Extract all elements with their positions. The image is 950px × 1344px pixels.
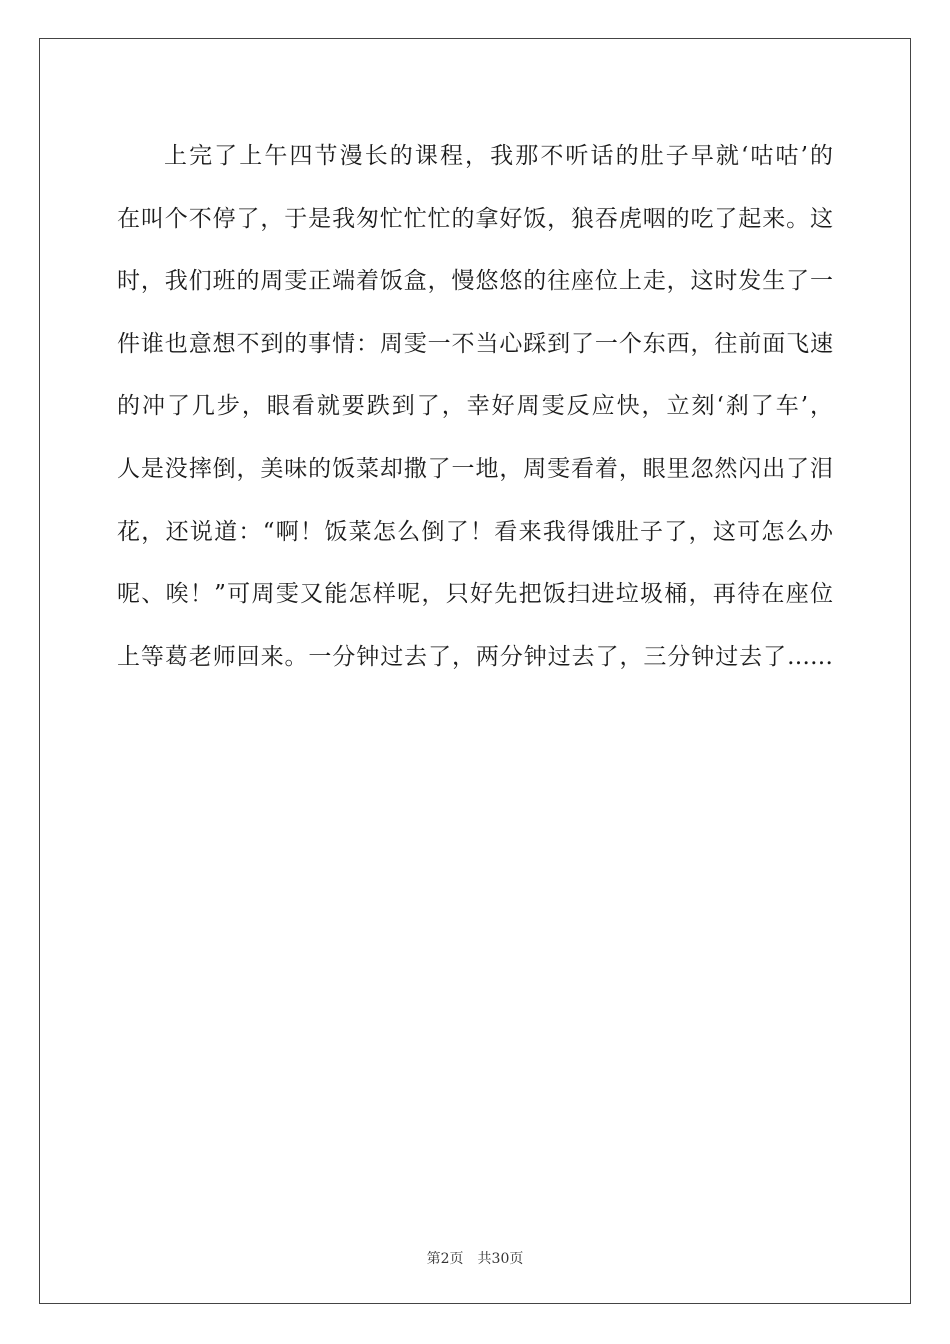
paragraph-line: 时，我们班的周雯正端着饭盒，慢悠悠的往座位上走，这时发生了一 bbox=[117, 268, 833, 295]
paragraph-line: 的冲了几步，眼看就要跌到了，幸好周雯反应快，立刻‘刹了车’， bbox=[117, 393, 833, 420]
paragraph-line: 件谁也意想不到的事情：周雯一不当心踩到了一个东西，往前面飞速 bbox=[117, 330, 833, 357]
paragraph-line: 上完了上午四节漫长的课程，我那不听话的肚子早就‘咕咕’的 bbox=[164, 143, 833, 169]
paragraph-line: 人是没摔倒，美味的饭菜却撒了一地，周雯看着，眼里忽然闪出了泪 bbox=[117, 455, 833, 482]
paragraph-line: 上等葛老师回来。一分钟过去了，两分钟过去了，三分钟过去了…… bbox=[117, 643, 833, 670]
page-total: 共30页 bbox=[477, 1251, 524, 1267]
page-number: 第2页 bbox=[426, 1251, 464, 1267]
paragraph-line: 花，还说道：“啊！饭菜怎么倒了！看来我得饿肚子了，这可怎么办 bbox=[117, 518, 833, 545]
paragraph-line: 呢、唉！”可周雯又能怎样呢，只好先把饭扫进垃圾桶，再待在座位 bbox=[117, 581, 833, 608]
paragraph-line: 在叫个不停了，于是我匆忙忙忙的拿好饭，狼吞虎咽的吃了起来。这 bbox=[117, 205, 833, 232]
body-paragraph bbox=[117, 125, 833, 688]
page-footer bbox=[0, 1248, 950, 1268]
